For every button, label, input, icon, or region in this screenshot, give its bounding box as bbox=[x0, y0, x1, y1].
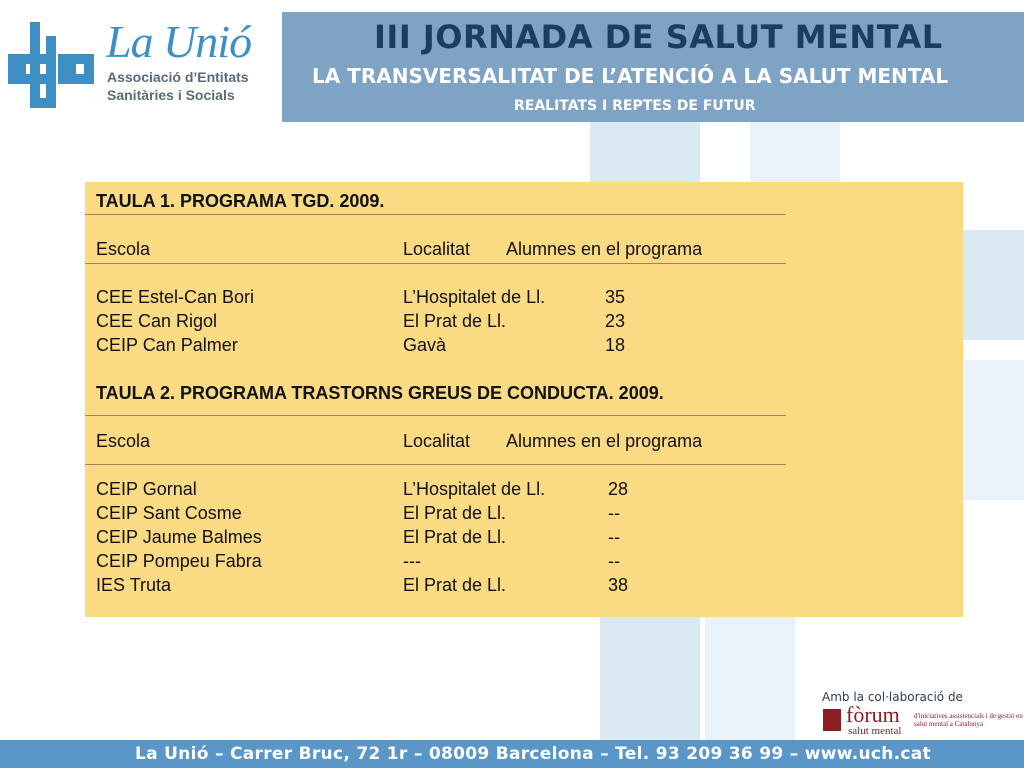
column-header: Escola bbox=[96, 431, 151, 451]
header-banner bbox=[282, 12, 1024, 122]
cell-alumnes: 38 bbox=[608, 575, 629, 595]
divider bbox=[85, 214, 786, 215]
cell-localitat: --- bbox=[403, 551, 421, 571]
forum-description: d'iniciatives assistencials i de gestió en salut mental a Catalunya bbox=[914, 712, 1023, 728]
column-header: Localitat bbox=[403, 431, 471, 451]
collaboration-label: Amb la col·laboració de bbox=[822, 690, 963, 704]
cell-localitat: El Prat de Ll. bbox=[403, 527, 507, 547]
cell-localitat: Gavà bbox=[403, 335, 447, 355]
cell-escola: CEIP Jaume Balmes bbox=[96, 527, 262, 547]
footer bbox=[0, 740, 1024, 768]
logo-subtitle-line: Associació d’Entitats bbox=[107, 69, 249, 85]
background-square bbox=[590, 122, 700, 182]
cell-alumnes: 23 bbox=[605, 311, 626, 331]
cell-alumnes: 18 bbox=[605, 335, 626, 355]
table2-title: TAULA 2. PROGRAMA TRASTORNS GREUS DE CONDUCTA. 2009. bbox=[96, 383, 664, 403]
page-title: III JORNADA DE SALUT MENTAL bbox=[374, 18, 943, 56]
cell-alumnes: 28 bbox=[608, 479, 629, 499]
background-square bbox=[600, 617, 700, 740]
forum-logo-icon bbox=[823, 709, 841, 731]
cell-alumnes: -- bbox=[608, 527, 620, 547]
cell-escola: CEIP Gornal bbox=[96, 479, 197, 499]
cell-escola: CEIP Can Palmer bbox=[96, 335, 238, 355]
background-square bbox=[750, 122, 840, 182]
cell-localitat: El Prat de Ll. bbox=[403, 575, 507, 595]
forum-subtitle: salut mental bbox=[848, 725, 902, 737]
logo-subtitle bbox=[107, 68, 282, 104]
column-header: Alumnes en el programa bbox=[506, 431, 703, 451]
cell-escola: CEE Can Rigol bbox=[96, 311, 218, 331]
background-square bbox=[963, 360, 1024, 500]
cell-localitat: L’Hospitalet de Ll. bbox=[403, 479, 546, 499]
uch-logo-icon bbox=[8, 22, 98, 108]
logo-subtitle-line: Sanitàries i Socials bbox=[107, 87, 235, 103]
divider bbox=[85, 464, 786, 465]
forum-name: fòrum bbox=[846, 702, 900, 727]
divider bbox=[85, 415, 786, 416]
logo-name: La Unió bbox=[106, 16, 252, 67]
table1-title: TAULA 1. PROGRAMA TGD. 2009. bbox=[96, 191, 385, 211]
cell-escola: CEE Estel-Can Bori bbox=[96, 287, 255, 307]
logo bbox=[0, 0, 282, 122]
divider bbox=[85, 263, 786, 264]
cell-localitat: El Prat de Ll. bbox=[403, 311, 507, 331]
cell-localitat: El Prat de Ll. bbox=[403, 503, 507, 523]
page-subtitle: LA TRANSVERSALITAT DE L’ATENCIÓ A LA SALUT MENTAL bbox=[312, 64, 949, 88]
background-square bbox=[963, 230, 1024, 340]
cell-alumnes: -- bbox=[608, 551, 620, 571]
column-header: Escola bbox=[96, 239, 151, 259]
page-tagline: REALITATS I REPTES DE FUTUR bbox=[514, 98, 756, 114]
column-header: Alumnes en el programa bbox=[506, 239, 703, 259]
cell-escola: CEIP Pompeu Fabra bbox=[96, 551, 262, 571]
footer-contact: La Unió – Carrer Bruc, 72 1r – 08009 Barcelona – Tel. 93 209 36 99 – www.uch.cat bbox=[135, 744, 931, 764]
cell-localitat: L’Hospitalet de Ll. bbox=[403, 287, 546, 307]
cell-alumnes: 35 bbox=[605, 287, 626, 307]
column-header: Localitat bbox=[403, 239, 471, 259]
background-square bbox=[705, 617, 795, 740]
tables-panel bbox=[85, 182, 963, 617]
cell-escola: IES Truta bbox=[96, 575, 172, 595]
cell-alumnes: -- bbox=[608, 503, 620, 523]
cell-escola: CEIP Sant Cosme bbox=[96, 503, 242, 523]
